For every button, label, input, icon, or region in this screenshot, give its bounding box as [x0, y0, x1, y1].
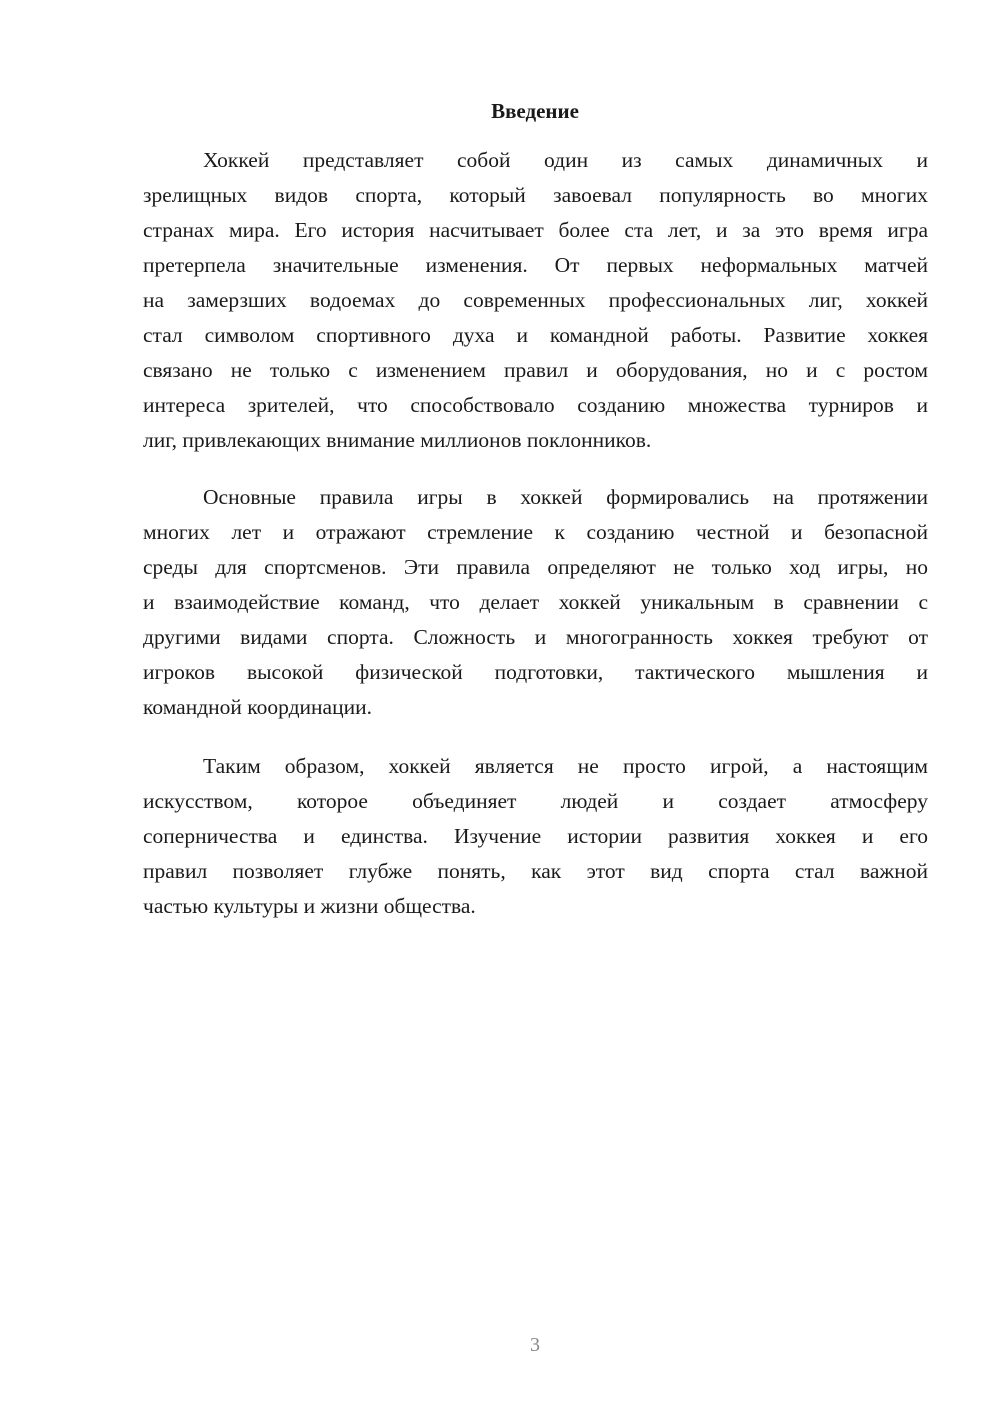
- text-line: Таким образом, хоккей является не просто игрой, а настоящим: [203, 754, 928, 778]
- text-line: другими видами спорта. Сложность и многогранность хоккея требуют от: [143, 625, 928, 649]
- text-line: связано не только с изменением правил и оборудования, но и с ростом: [143, 358, 928, 382]
- paragraph-3: [143, 749, 928, 924]
- text-line: странах мира. Его история насчитывает более ста лет, и за это время игра: [143, 218, 928, 242]
- text-line: претерпела значительные изменения. От первых неформальных матчей: [143, 253, 928, 277]
- text-line: интереса зрителей, что способствовало созданию множества турниров и: [143, 393, 928, 417]
- page-number: 3: [530, 1334, 540, 1356]
- text-line: соперничества и единства. Изучение истории развития хоккея и его: [143, 824, 928, 848]
- text-line: среды для спортсменов. Эти правила определяют не только ход игры, но: [143, 555, 928, 579]
- text-line: Основные правила игры в хоккей формировались на протяжении: [203, 485, 928, 509]
- text-line: лиг, привлекающих внимание миллионов поклонников.: [143, 428, 652, 452]
- text-line: Хоккей представляет собой один из самых динамичных и: [203, 148, 928, 172]
- paragraph-1: [143, 143, 928, 458]
- text-line: стал символом спортивного духа и командной работы. Развитие хоккея: [143, 323, 928, 347]
- text-line: зрелищных видов спорта, который завоевал популярность во многих: [143, 183, 928, 207]
- text-line: на замерзших водоемах до современных профессиональных лиг, хоккей: [143, 288, 928, 312]
- text-line: и взаимодействие команд, что делает хоккей уникальным в сравнении с: [143, 590, 928, 614]
- text-line: игроков высокой физической подготовки, тактического мышления и: [143, 660, 928, 684]
- text-line: командной координации.: [143, 695, 372, 719]
- paragraph-2: [143, 480, 928, 725]
- section-title: Введение: [491, 99, 579, 123]
- text-line: искусством, которое объединяет людей и создает атмосферу: [143, 789, 928, 813]
- text-line: многих лет и отражают стремление к созданию честной и безопасной: [143, 520, 928, 544]
- text-line: частью культуры и жизни общества.: [143, 894, 476, 918]
- text-line: правил позволяет глубже понять, как этот вид спорта стал важной: [143, 859, 928, 883]
